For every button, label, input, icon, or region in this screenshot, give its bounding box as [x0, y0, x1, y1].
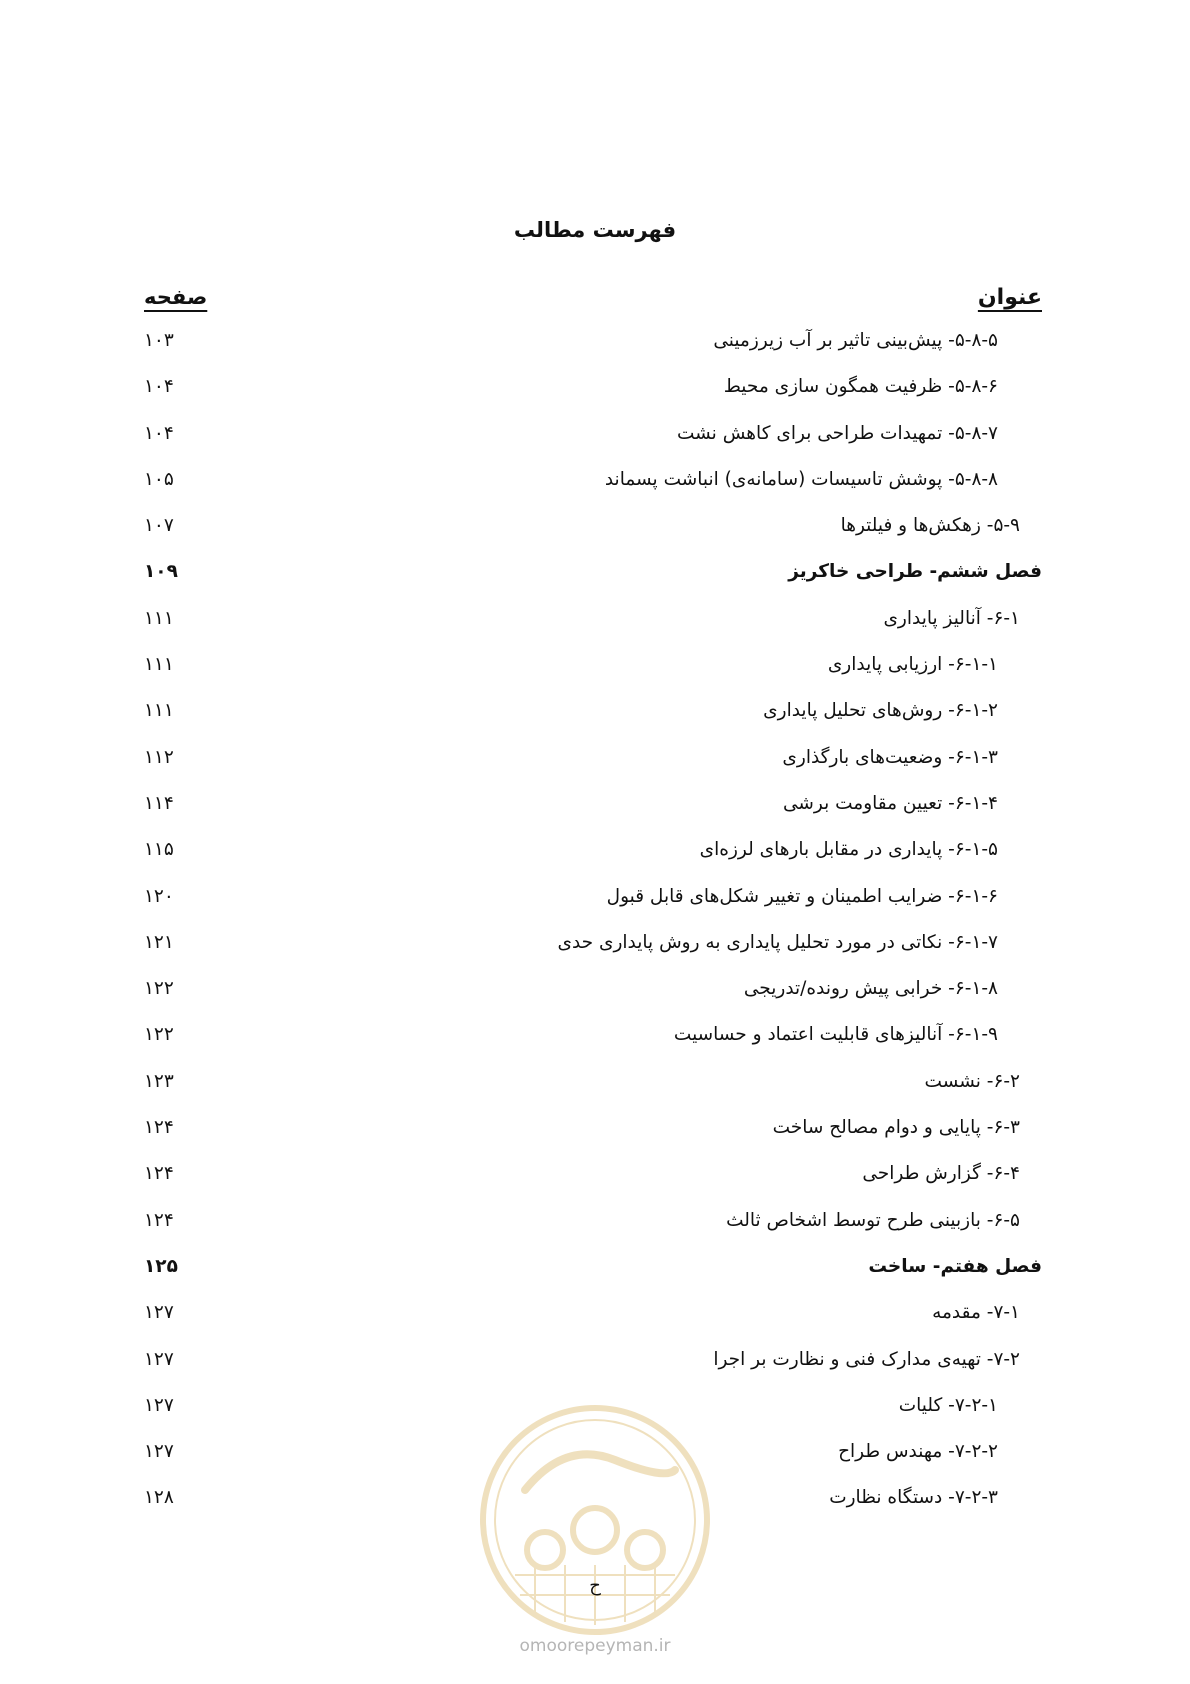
toc-entry-title: فصل هفتم- ساخت [868, 1255, 1042, 1277]
toc-entry-title: ۷-۲-۱- کلیات [898, 1394, 998, 1416]
toc-entry-row [0, 1349, 1190, 1395]
toc-entry-title: ۵-۸-۸- پوشش تاسیسات (سامانه‌ی) انباشت پسماند [604, 468, 998, 490]
toc-entry-title: ۶-۱-۲- روش‌های تحلیل پایداری [763, 700, 998, 722]
toc-entry-page: ۱۲۷ [144, 1302, 174, 1324]
toc-entry-page: ۱۱۲ [144, 746, 174, 768]
toc-entry-title: ۶-۵- بازبینی طرح توسط اشخاص ثالث [726, 1209, 1020, 1231]
toc-entry-row [0, 1163, 1190, 1209]
toc-entry-page: ۱۲۸ [144, 1487, 174, 1509]
toc-entry-row [0, 1071, 1190, 1117]
toc-entry-page: ۱۲۰ [144, 885, 174, 907]
toc-entry-page: ۱۱۴ [144, 792, 174, 814]
toc-entry-title: ۶-۱-۷- نکاتی در مورد تحلیل پایداری به روش پایداری حدی [557, 931, 998, 953]
page-title: فهرست مطالب [513, 218, 677, 242]
toc-entry-title: ۶-۴- گزارش طراحی [862, 1163, 1020, 1185]
toc-entry-title: ۵-۹- زهکش‌ها و فیلترها [840, 515, 1020, 537]
toc-entry-page: ۱۲۴ [144, 1209, 174, 1231]
toc-entry-row [0, 469, 1190, 515]
toc-entry-title: ۵-۸-۷- تمهیدات طراحی برای کاهش نشت [677, 422, 998, 444]
toc-entry-page: ۱۲۴ [144, 1163, 174, 1185]
toc-entry-title: ۶-۱- آنالیز پایداری [883, 607, 1020, 629]
toc-entry-page: ۱۱۱ [144, 700, 174, 722]
toc-entry-title: ۶-۱-۸- خرابی پیش رونده/تدریجی [743, 978, 998, 1000]
toc-entry-title: ۶-۱-۹- آنالیزهای قابلیت اعتماد و حساسیت [673, 1024, 998, 1046]
toc-entry-title: ۶-۱-۳- وضعیت‌های بارگذاری [782, 746, 998, 768]
toc-entry-row [0, 608, 1190, 654]
toc-entry-row [0, 515, 1190, 561]
toc-entry-page: ۱۱۵ [144, 839, 174, 861]
toc-entry-title: ۷-۲-۲- مهندس طراح [838, 1441, 998, 1463]
toc-entry-title: ۶-۱-۵- پایداری در مقابل بارهای لرزه‌ای [699, 839, 998, 861]
column-header-page: صفحه [144, 285, 208, 309]
toc-entry-page: ۱۱۱ [144, 607, 174, 629]
toc-entry-title: ۷-۲-۳- دستگاه نظارت [829, 1487, 998, 1509]
toc-entry-page: ۱۲۱ [144, 931, 174, 953]
toc-entry-page: ۱۲۷ [144, 1394, 174, 1416]
toc-entry-page: ۱۲۴ [144, 1117, 174, 1139]
toc-entry-title: ۷-۱- مقدمه [932, 1302, 1020, 1324]
toc-entry-row [0, 1024, 1190, 1070]
toc-entry-row [0, 932, 1190, 978]
toc-entry-page: ۱۰۹ [144, 561, 178, 583]
toc-entry-row [0, 886, 1190, 932]
page-number-letter: ح [589, 1575, 601, 1596]
toc-entry-row [0, 793, 1190, 839]
toc-chapter-row [0, 1256, 1190, 1302]
toc-entry-row [0, 1302, 1190, 1348]
toc-entry-page: ۱۱۱ [144, 654, 174, 676]
toc-entry-page: ۱۲۷ [144, 1348, 174, 1370]
toc-entry-row [0, 330, 1190, 376]
website-text: omoorepeyman.ir [519, 1636, 671, 1656]
toc-entry-page: ۱۰۳ [144, 330, 174, 351]
toc-entry-row [0, 1210, 1190, 1256]
toc-chapter-row [0, 561, 1190, 607]
toc-entry-title: ۵-۸-۵- پیش‌بینی تاثیر بر آب زیرزمینی [713, 330, 998, 351]
toc-entry-row [0, 839, 1190, 885]
table-of-contents [0, 330, 1190, 1534]
seal-watermark-icon [475, 1400, 715, 1640]
toc-entry-row [0, 654, 1190, 700]
toc-entry-page: ۱۲۷ [144, 1441, 174, 1463]
toc-entry-page: ۱۰۴ [144, 376, 174, 398]
toc-entry-row [0, 700, 1190, 746]
toc-entry-page: ۱۰۷ [144, 515, 174, 537]
toc-entry-page: ۱۰۵ [144, 468, 174, 490]
toc-entry-page: ۱۰۴ [144, 422, 174, 444]
toc-entry-title: ۶-۲- نشست [924, 1070, 1020, 1092]
toc-entry-row [0, 747, 1190, 793]
toc-entry-row [0, 376, 1190, 422]
toc-entry-title: ۷-۲- تهیه‌ی مدارک فنی و نظارت بر اجرا [713, 1348, 1020, 1370]
column-header-title: عنوان [977, 285, 1042, 310]
toc-entry-title: فصل ششم- طراحی خاکریز [788, 561, 1042, 583]
website-watermark [0, 1636, 1190, 1656]
toc-entry-title: ۶-۱-۴- تعیین مقاومت برشی [782, 792, 998, 814]
toc-entry-page: ۱۲۲ [144, 978, 174, 1000]
toc-entry-page: ۱۲۵ [144, 1255, 178, 1277]
toc-entry-title: ۶-۱-۱- ارزیابی پایداری [827, 654, 998, 676]
toc-entry-row [0, 978, 1190, 1024]
toc-entry-page: ۱۲۳ [144, 1070, 174, 1092]
toc-entry-row [0, 423, 1190, 469]
toc-entry-title: ۶-۳- پایایی و دوام مصالح ساخت [772, 1117, 1020, 1139]
toc-entry-row [0, 1117, 1190, 1163]
toc-entry-page: ۱۲۲ [144, 1024, 174, 1046]
toc-entry-title: ۶-۱-۶- ضرایب اطمینان و تغییر شکل‌های قابل قبول [606, 885, 998, 907]
toc-entry-title: ۵-۸-۶- ظرفیت همگون سازی محیط [723, 376, 998, 398]
